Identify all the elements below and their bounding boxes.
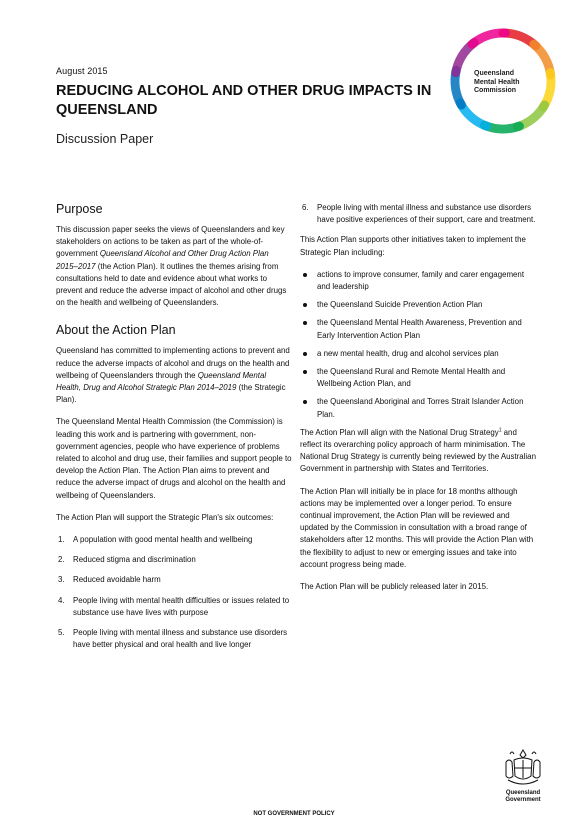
list-item: actions to improve consumer, family and carer engagement and leadership — [300, 269, 536, 293]
list-item: 2. Reduced stigma and discrimination — [58, 555, 196, 565]
timing-paragraph: The Action Plan will initially be in place for 18 months although actions may be implemented over a longer period. To ensure continual improvement, the Action Plan will be reviewed and updated by the Commission in consultation with a broad range of stakeholders after 12 months. This will provide the Action Plan with the flexibility to adjust to new or emerging issues and take into account progress being made. — [300, 486, 534, 569]
bullet-icon — [303, 321, 307, 325]
commission-logo-text — [474, 70, 520, 96]
initiatives-intro: This Action Plan supports other initiatives taken to implement the Strategic Plan including: — [300, 235, 526, 257]
purpose-heading: Purpose — [56, 202, 103, 216]
bullet-icon — [303, 400, 307, 404]
list-item: the Queensland Suicide Prevention Action Plan — [300, 299, 536, 311]
crest-line: Queensland — [505, 790, 541, 796]
crest-text — [498, 790, 548, 804]
crest-line: Government — [505, 797, 541, 803]
list-item: 1. A population with good mental health and wellbeing — [58, 535, 253, 545]
list-item: the Queensland Rural and Remote Mental Health and Wellbeing Action Plan, and — [300, 366, 536, 390]
logo-line: Queensland — [474, 70, 515, 77]
about-heading: About the Action Plan — [56, 323, 176, 338]
bullet-icon — [303, 370, 307, 374]
logo-ring-segment — [472, 33, 505, 44]
list-item: 4. People living with mental health difficulties or issues related to substance use have lives with purpose — [58, 595, 290, 617]
list-item: 6. People living with mental illness and substance use disorders have positive experiences of their support, care and treatment. — [302, 203, 536, 225]
bullet-icon — [303, 303, 307, 307]
list-item: 3. Reduced avoidable harm — [58, 575, 161, 585]
list-item: the Queensland Aboriginal and Torres Strait Islander Action Plan. — [300, 396, 536, 420]
list-item: a new mental health, drug and alcohol services plan — [300, 348, 536, 360]
about-paragraph-2: The Queensland Mental Health Commission (the Commission) is leading this work and is partnering with government, non-government agencies, people who have experience of problems related to alcohol and drug use, their families and support people to develop the Action Plan. The Action Plan aims to prevent and reduce the adverse impact of drugs and alcohol on the health and wellbeing of Queenslanders. — [56, 417, 292, 500]
bullet-icon — [303, 273, 307, 277]
initiatives-list — [300, 269, 536, 421]
about-paragraph-1: Queensland has committed to implementing actions to prevent and reduce the adverse impacts of alcohol and drugs on the health and wellbeing of Queenslanders through the Queensland Mental Health, Drug and Alcohol Strategic Plan 2014–2019 (the Strategic Plan). — [56, 346, 290, 405]
national-strategy-paragraph: The Action Plan will align with the National Drug Strategy$^1$ and reflect its overarching policy approach of harm minimisation. The National Drug Strategy is currently being reviewed by the Australian Government in partnership with States and Territories. — [300, 427, 536, 474]
list-item: 5. People living with mental illness and substance use disorders have better physical and oral health and live longer — [58, 628, 288, 650]
right-column — [300, 202, 536, 603]
bullet-icon — [303, 352, 307, 356]
list-item: the Queensland Mental Health Awareness, Prevention and Early Intervention Action Plan — [300, 317, 536, 341]
outcomes-list-continued — [300, 202, 536, 226]
about-paragraph-3: The Action Plan will support the Strategic Plan's six outcomes: — [56, 512, 274, 522]
footer-policy-notice: NOT GOVERNMENT POLICY — [253, 811, 335, 817]
release-paragraph: The Action Plan will be publicly released later in 2015. — [300, 582, 489, 592]
document-subtitle: Discussion Paper — [56, 132, 154, 146]
document-date: August 2015 — [56, 66, 108, 76]
purpose-paragraph: This discussion paper seeks the views of Queenslanders and key stakeholders on actions to be taken as part of the whole-of-government Queensland Alcohol and Other Drug Action Plan 2015–2017 (the Action Plan). It outlines the themes arising from consultations held to date and evidence about what works to prevent and reduce the adverse impact of alcohol and other drugs on the health and wellbeing of Queenslanders. — [56, 225, 287, 308]
footnote-marker: 1 — [498, 427, 502, 434]
outcomes-list — [56, 534, 292, 651]
logo-line: Commission — [474, 87, 517, 94]
logo-line: Mental Health — [474, 78, 520, 86]
document-title: REDUCING ALCOHOL AND OTHER DRUG IMPACTS IN QUEENSLAND — [56, 83, 432, 118]
left-column — [56, 202, 292, 659]
